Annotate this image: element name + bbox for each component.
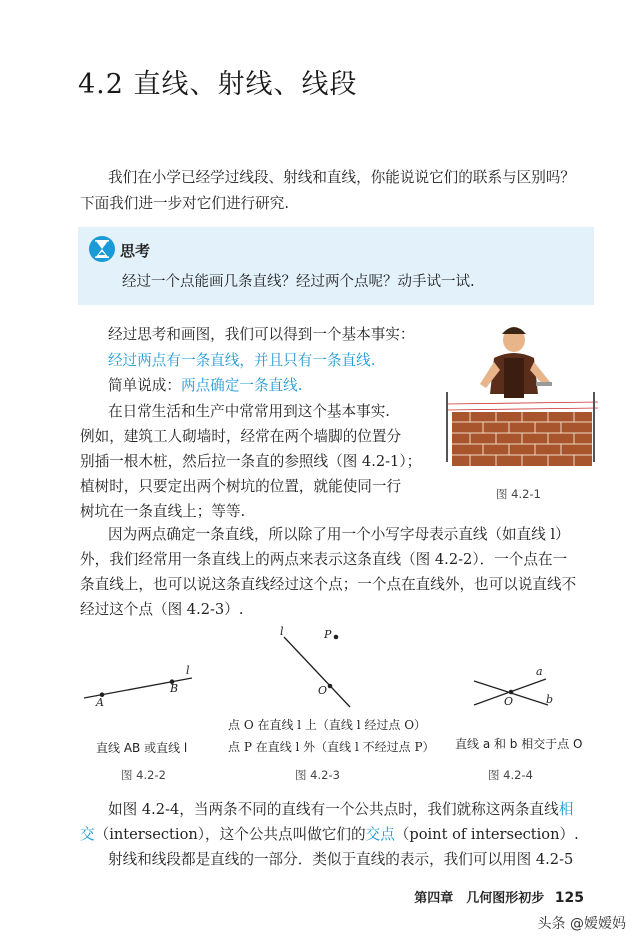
term-intersection-point: 交点 [365, 826, 395, 843]
fig4-desc: 直线 a 和 b 相交于点 O [455, 737, 583, 751]
example-line-2: 例如，建筑工人砌墙时，经常在两个墙脚的位置分 [80, 428, 402, 445]
fig2-label-b: B [170, 682, 179, 695]
example-line-1: 在日常生活和生产中常常用到这个基本事实. [108, 403, 390, 420]
think-label: 思考 [120, 242, 151, 260]
hourglass-icon [88, 235, 116, 263]
intersect-line-2-post: （point of intersection）. [394, 826, 579, 843]
fig2-caption: 图 4.2-2 [121, 768, 166, 782]
section-title: 4.2 直线、射线、线段 [78, 69, 358, 100]
example-line-5: 树坑在一条直线上；等等. [80, 503, 246, 520]
think-text: 经过一个点能画几条直线？经过两个点呢？动手试一试. [122, 274, 475, 290]
fig4-label-a: a [536, 665, 543, 678]
notation-line-4: 经过这个点（图 4.2-3）. [80, 601, 244, 618]
fig4-label-b: b [546, 693, 554, 706]
fig4-diagram [468, 665, 558, 715]
notation-line-2: 外，我们经常用一条直线上的两点来表示这条直线（图 4.2-2）．一个点在一 [80, 551, 568, 568]
fig3-desc-2: 点 P 在直线 l 外（直线 l 不经过点 P） [228, 740, 435, 754]
notation-line-3: 条直线上，也可以说这条直线经过这个点；一个点在直线外，也可以说直线不 [80, 576, 577, 593]
fig2-diagram [80, 660, 210, 710]
bricklayer-illustration [440, 322, 600, 472]
fig3-caption: 图 4.2-3 [295, 768, 340, 782]
notation-line-1: 因为两点确定一条直线，所以除了用一个小写字母表示直线（如直线 l） [108, 526, 570, 543]
fig3-desc-1: 点 O 在直线 l 上（直线 l 经过点 O） [228, 718, 427, 732]
fig3-label-p: P [324, 628, 332, 641]
watermark: 头条 @嫒嫒妈 [537, 916, 626, 932]
fact-short [108, 373, 302, 399]
example-line-3: 别插一根木桩，然后拉一条直的参照线（图 4.2-1）； [80, 453, 422, 470]
fact-line-1: 经过思考和画图，我们可以得到一个基本事实： [108, 326, 415, 343]
example-line-4: 植树时，只要定出两个树坑的位置，就能使同一行 [80, 478, 402, 495]
intro-line-2: 下面我们进一步对它们进行研究. [80, 195, 289, 212]
ray-line-1: 射线和线段都是直线的一部分．类似于直线的表示，我们可以用图 4.2-5 [108, 851, 574, 868]
footer-chapter: 第四章 几何图形初步 [414, 891, 545, 906]
think-box [78, 227, 594, 305]
fact-statement: 经过两点有一条直线，并且只有一条直线. [108, 352, 376, 369]
term-intersect-1: 相 [558, 801, 574, 818]
intro-line-1: 我们在小学已经学过线段、射线和直线，你能说说它们的联系与区别吗？ [108, 169, 576, 186]
intersect-line-1-text: 如图 4.2-4，当两条不同的直线有一个公共点时，我们就称这两条直线 [108, 801, 559, 818]
fig1-caption: 图 4.2-1 [496, 487, 541, 501]
intersect-line-2 [80, 822, 579, 848]
fig4-caption: 图 4.2-4 [488, 768, 533, 782]
term-intersect-2: 交 [80, 826, 95, 843]
fig2-label-l: l [186, 664, 190, 677]
fig4-label-o: O [504, 695, 514, 708]
fact-short-prefix: 简单说成： [108, 377, 181, 394]
intersect-line-2-mid: （intersection），这个公共点叫做它们的 [94, 826, 366, 843]
fig2-desc: 直线 AB 或直线 l [96, 741, 188, 755]
fig3-label-l: l [280, 625, 284, 638]
page-footer [414, 887, 584, 906]
intersect-line-1 [108, 797, 573, 823]
page-number: 125 [554, 890, 584, 906]
fig2-label-a: A [96, 696, 104, 709]
fig3-label-o: O [318, 684, 328, 697]
fig3-diagram [274, 625, 364, 710]
fact-short-text: 两点确定一条直线. [180, 377, 303, 394]
